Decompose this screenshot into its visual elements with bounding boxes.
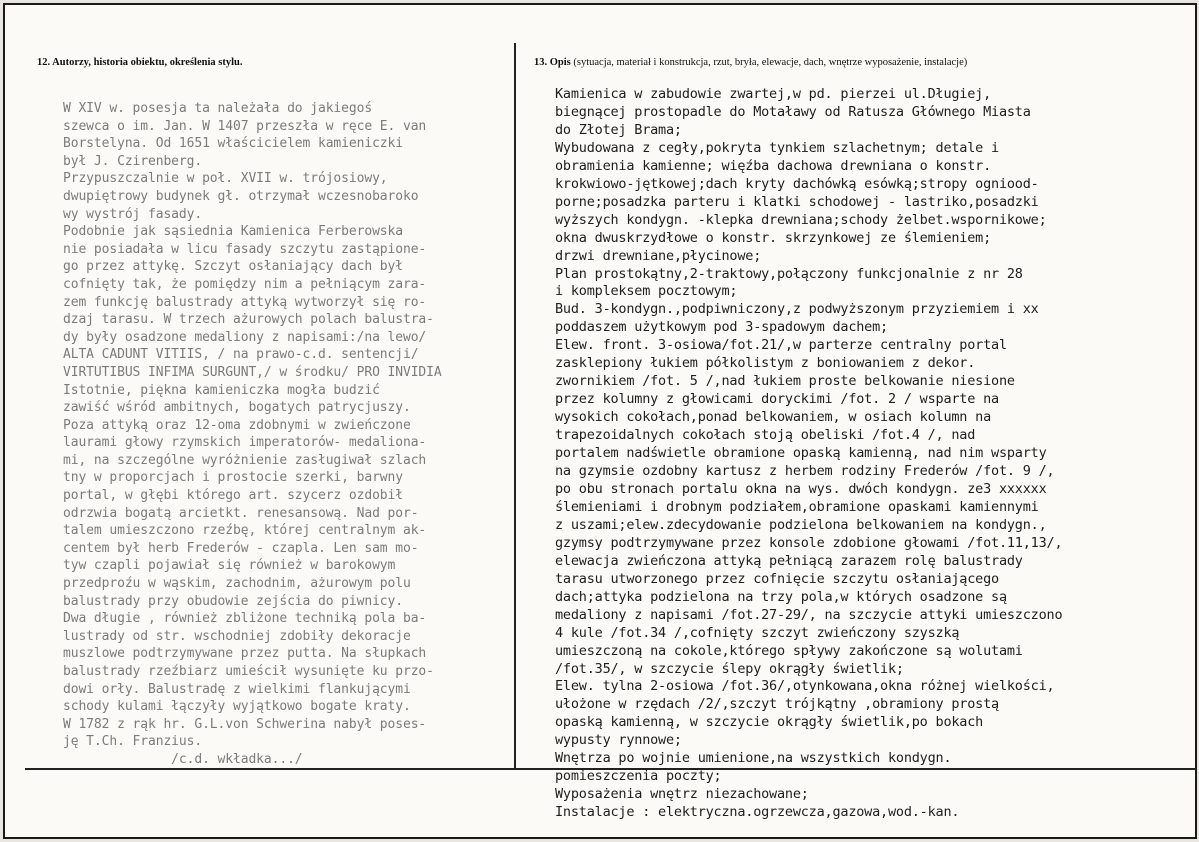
- description-text-line: Plan prostokątny,2-traktowy,połączony funkcjonalnie z nr 28: [555, 265, 1023, 282]
- history-text-line: schody kulami łączyły wyjątkowo bogate kraty.: [63, 699, 411, 715]
- description-text-line: krokwiowo-jętkowej;dach kryty dachówką esówką;stropy ogniood-: [555, 175, 1039, 192]
- history-text-line: Poza attyką oraz 12-oma zdobnymi w zwieńczone: [63, 417, 411, 433]
- description-text-line: obramienia kamienne; więźba dachowa drewniana o konstr.: [555, 157, 992, 174]
- description-text-line: wypusty rynnowe;: [555, 732, 682, 749]
- history-text-line: ję T.Ch. Franzius.: [63, 734, 203, 750]
- history-text-line: muszlowe podtrzymywane przez putta. Na słupkach: [63, 646, 427, 662]
- document-sheet: [3, 3, 1197, 839]
- history-text-line: Istotnie, piękna kamieniczka mogła budzić: [63, 382, 380, 398]
- description-text-line: tarasu utworzonego przez cofnięcie szczytu osłaniającego: [555, 570, 999, 587]
- left-section-heading: [37, 57, 242, 68]
- description-text-line: trapezoidalnych cokołach stoją obeliski /fot.4 /, nad: [555, 427, 976, 444]
- description-text-line: portalem nadświetle obramione opaską kamienną, nad nim wsparty: [555, 445, 1047, 462]
- description-text-line: i kompleksem pocztowym;: [555, 283, 738, 300]
- description-text-line: ślemieniami i drobnym podziałem,obramione opaskami kamiennymi: [555, 498, 1039, 515]
- history-text-line: Dwa długie , również zbliżone techniką pola ba-: [63, 611, 427, 627]
- history-text-line: zawiść wśród ambitnych, bogatych patrycjuszy.: [63, 400, 411, 416]
- description-text-line: elewacja zwieńczona attyką pełniącą zarazem rolę balustrady: [555, 552, 1023, 569]
- description-text-line: 4 kule /fot.34 /,cofnięty szczyt zwieńczony szyszką: [555, 624, 960, 641]
- history-text-line: Podobnie jak sąsiednia Kamienica Ferberowska: [63, 224, 403, 240]
- description-text-line: /fot.35/, w szczycie ślepy okrągły świetlik;: [555, 660, 904, 677]
- description-text-line: opaską kamienną, w szczycie okrągły świetlik,po bokach: [555, 714, 984, 731]
- description-text-line: Wybudowana z cegły,pokryta tynkiem szlachetnym; detale i: [555, 139, 999, 156]
- history-text-line: zem funkcję balustrady attyką wytworzył się ro-: [63, 294, 427, 310]
- history-text-line: dzaj tarasu. W trzech ażurowych polach balustra-: [63, 312, 434, 328]
- history-text-line: balustrady rzeźbiarz umieścił wysunięte ku przo-: [63, 664, 434, 679]
- description-text-line: Elew. tylna 2-osiowa /fot.36/,otynkowana,okna różnej wielkości,: [555, 678, 1055, 695]
- history-text-line: W 1782 z rąk hr. G.L.von Schwerina nabył poses-: [63, 716, 427, 732]
- description-text-block: [555, 86, 1195, 822]
- history-text-line: dowi orły. Balustradę z wielkimi flankującymi: [63, 681, 411, 697]
- description-text-line: okna dwuskrzydłowe o konstr. skrzynkowej ze ślemieniem;: [555, 229, 992, 246]
- history-text-line: talem umieszczono rzeźbę, której centralnym ak-: [63, 523, 427, 539]
- description-text-line: Wnętrza po wojnie umienione,na wszystkich kondygn.: [555, 750, 952, 767]
- history-text-line: tyw czapli pojawiał się również w barokowym: [63, 558, 396, 574]
- history-text-line: laurami głowy rzymskich imperatorów- medaliona-: [63, 435, 427, 451]
- left-heading-number: 12.: [37, 57, 51, 68]
- description-text-line: przez kolumny z głowicami doryckimi /fot. 2 / wsparte na: [555, 391, 999, 408]
- history-text-line: centem był herb Frederów - czapla. Len sam mo-: [63, 540, 419, 556]
- description-text-line: biegnącej prostopadle do Motaławy od Ratusza Głównego Miasta: [555, 103, 1031, 120]
- description-text-line: porne;posadzka parteru i klatki schodowej - lastriko,posadzki: [555, 193, 1039, 210]
- description-text-line: drzwi drewniane,płycinowe;: [555, 247, 762, 264]
- history-text-line: Borstelyna. Od 1651 właścicielem kamieniczki: [63, 136, 403, 152]
- description-text-line: z uszami;elew.zdecydowanie podzielona belkowaniem na kondygn.,: [555, 516, 1047, 533]
- history-text-block: [63, 100, 523, 769]
- history-text-line: dy były osadzone medaliony z napisami:/na lewo/: [63, 329, 427, 345]
- history-text-line: przedproźu w wąskim, zachodnim, ażurowym polu: [63, 576, 411, 592]
- history-text-line: /c.d. wkładka.../: [63, 751, 303, 767]
- right-heading-number: 13.: [534, 57, 548, 68]
- description-text-line: medaliony z napisami /fot.27-29/, na szczycie attyki umieszczono: [555, 606, 1063, 623]
- description-text-line: zasklepiony łukiem półkolistym z boniowaniem z dekor.: [555, 355, 976, 372]
- description-text-line: ułożone w rzędach /2/,szczyt trójkątny ,obramiony prostą: [555, 696, 999, 713]
- history-text-line: dwupiętrowy budynek gł. otrzymał wczesnobaroko: [63, 188, 419, 204]
- description-text-line: gzymsy podtrzymywane przez konsole zdobione głowami /fot.11,13/,: [555, 534, 1063, 551]
- description-text-line: zwornikiem /fot. 5 /,nad łukiem proste belkowanie niesione: [555, 373, 1015, 390]
- history-text-line: VIRTUTIBUS INFIMA SURGUNT,/ w środku/ PRO INVIDIA: [63, 364, 442, 380]
- history-text-line: W XIV w. posesja ta należała do jakiegoś: [63, 101, 373, 116]
- history-text-line: lustrady od str. wschodniej zdobiły dekoracje: [63, 628, 411, 644]
- description-text-line: na gzymsie ozdobny kartusz z herbem rodziny Frederów /fot. 9 /,: [555, 463, 1055, 480]
- description-text-line: po obu stronach portalu okna na wys. dwóch kondygn. ze3 xxxxxx: [555, 480, 1047, 497]
- description-text-line: wysokich cokołach,ponad belkowaniem, w osiach kolumn na: [555, 409, 992, 426]
- description-text-line: Bud. 3-kondygn.,podpiwniczony,z podwyższonym przyziemiem i xx: [555, 301, 1039, 318]
- description-text-line: Elew. front. 3-osiowa/fot.21/,w parterze centralny portal: [555, 337, 1007, 354]
- history-text-line: wy wystrój fasady.: [63, 206, 203, 222]
- history-text-line: był J. Czirenberg.: [63, 153, 203, 169]
- description-text-line: poddaszem użytkowym pod 3-spadowym dachem;: [555, 319, 888, 336]
- history-text-line: balustrady przy obudowie zejścia do piwnicy.: [63, 593, 403, 609]
- history-text-line: cofnięty tak, że pomiędzy nim a pełniącym zara-: [63, 276, 427, 292]
- right-heading-text: Opis: [549, 57, 571, 68]
- right-section-heading: [534, 57, 967, 68]
- right-heading-subtitle: (sytuacja, materiał i konstrukcja, rzut, bryła, elewacje, dach, wnętrze wyposażenie, instalacje): [573, 57, 968, 68]
- history-text-line: go przez attykę. Szczyt osłaniający dach był: [63, 259, 403, 275]
- history-text-line: portal, w głębi którego art. szycerz ozdobił: [63, 488, 403, 504]
- description-text-line: pomieszczenia poczty;: [555, 768, 722, 785]
- history-text-line: nie posiadała w licu fasady szczytu zastąpione-: [63, 241, 427, 257]
- left-heading-text: Autorzy, historia obiektu, określenia stylu.: [52, 57, 243, 68]
- description-text-line: Kamienica w zabudowie zwartej,w pd. pierzei ul.Długiej,: [555, 86, 992, 102]
- description-text-line: dach;attyka podzielona na trzy pola,w których osadzone są: [555, 588, 1007, 605]
- history-text-line: szewca o im. Jan. W 1407 przeszła w ręce E. van: [63, 118, 427, 134]
- description-text-line: Instalacje : elektryczna.ogrzewcza,gazowa,wod.-kan.: [555, 804, 960, 821]
- history-text-line: odrzwia bogatą arcietkt. renesansową. Nad por-: [63, 505, 419, 521]
- description-text-line: do Złotej Brama;: [555, 121, 682, 138]
- description-text-line: Wyposażenia wnętrz niezachowane;: [555, 786, 809, 803]
- history-text-line: tny w proporcjach i prostocie szerki, barwny: [63, 470, 403, 486]
- history-text-line: Przypuszczalnie w poł. XVII w. trójosiowy,: [63, 171, 388, 187]
- history-text-line: mi, na szczególne wyróżnienie zasługiwał szlach: [63, 452, 427, 468]
- history-text-line: ALTA CADUNT VITIIS, / na prawo-c.d. sentencji/: [63, 347, 419, 363]
- description-text-line: umieszczoną na cokole,którego spływy zakończone są wolutami: [555, 642, 1023, 659]
- description-text-line: wyższych kondygn. -klepka drewniana;schody żelbet.wspornikowe;: [555, 211, 1047, 228]
